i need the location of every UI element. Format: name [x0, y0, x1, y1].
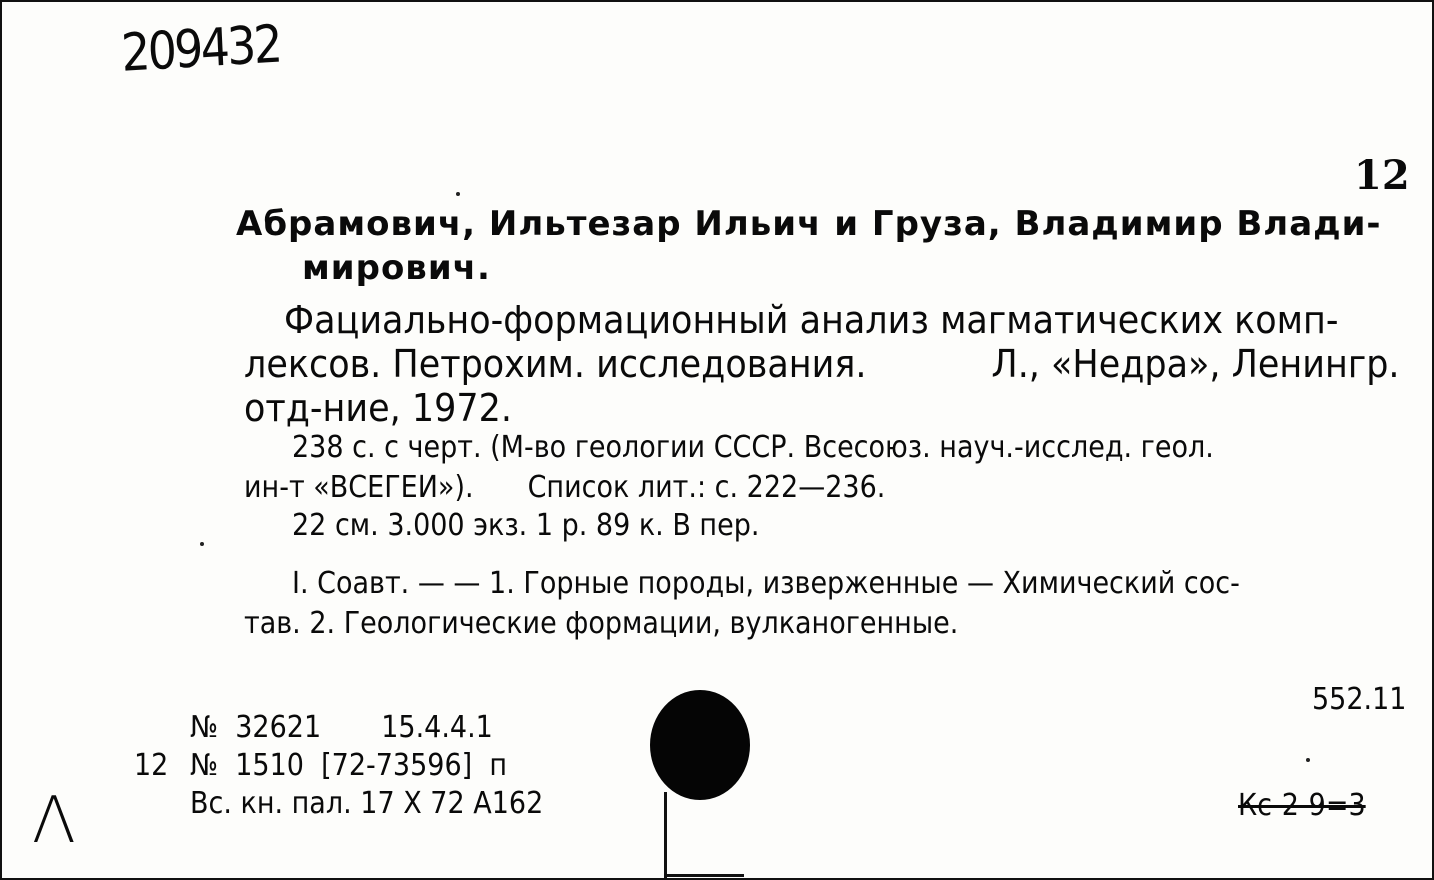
punch-hole [650, 690, 750, 800]
small-dot-mark [456, 192, 460, 196]
description-line-1: 238 с. с черт. (М-во геологии СССР. Всесоюз. науч.-исслед. геол. [292, 430, 1214, 465]
small-dot-mark [200, 542, 204, 546]
description-line-3: 22 см. 3.000 экз. 1 р. 89 к. В пер. [292, 508, 760, 543]
title-line-2-left: лексов. Петрохим. исследования. [244, 342, 867, 386]
small-dot-mark [1306, 758, 1310, 762]
stock-code: Кс-2-9=3 [1238, 788, 1366, 823]
title-line-1: Фациально-формационный анализ магматических комп- [284, 298, 1339, 342]
handwritten-corner-mark: Λ [32, 784, 76, 858]
handwritten-accession-number: 209432 [120, 14, 282, 84]
subject-line-2: тав. 2. Геологические формации, вулканогенные. [244, 606, 959, 641]
registration-line-2: № 1510 [72-73596] п [190, 748, 508, 783]
registration-prefix: 12 [134, 748, 169, 783]
udc-code: 552.11 [1312, 682, 1407, 717]
author-line-2: мирович. [302, 248, 491, 288]
punch-foot-line [664, 874, 744, 877]
card-number: 12 [1354, 152, 1410, 199]
subject-line-1: I. Соавт. — — 1. Горные породы, изверженные — Химический сос- [292, 566, 1240, 601]
title-line-2 [244, 342, 1400, 386]
description-line-2 [244, 470, 885, 505]
title-line-3: отд-ние, 1972. [244, 386, 512, 430]
description-line-2-right: Список лит.: с. 222—236. [527, 470, 886, 505]
registration-line-3: Вс. кн. пал. 17 X 72 А162 [190, 786, 544, 821]
description-line-2-left: ин-т «ВСЕГЕИ»). [244, 470, 474, 505]
registration-line-1: № 32621 15.4.4.1 [190, 710, 493, 745]
punch-stem-line [664, 792, 667, 880]
author-line-1: Абрамович, Ильтезар Ильич и Груза, Владимир Влади- [236, 204, 1382, 244]
title-line-2-right: Л., «Недра», Ленингр. [991, 342, 1400, 386]
